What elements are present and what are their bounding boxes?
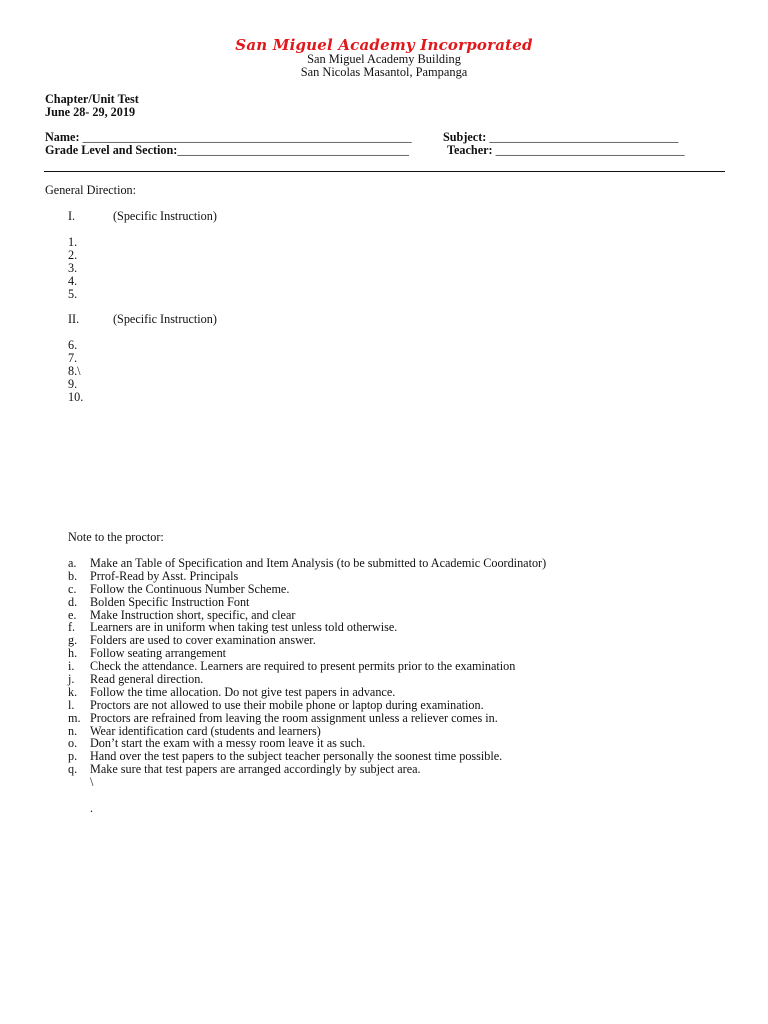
subject-field — [443, 131, 678, 144]
school-building: San Miguel Academy Building — [307, 52, 461, 66]
name-blank: ______________________________________________________ — [82, 130, 412, 144]
section-1-instruction: (Specific Instruction) — [113, 209, 217, 223]
grade-section-label: Grade Level and Section: — [45, 143, 178, 157]
list-item: 8.\ — [68, 363, 81, 378]
list-item: 1. — [68, 235, 78, 249]
subject-blank: _______________________________ — [489, 130, 679, 144]
trailing-backslash: \ — [90, 775, 94, 789]
list-item: 7. — [68, 350, 78, 365]
header-divider — [44, 171, 725, 172]
teacher-label: Teacher: — [447, 143, 493, 157]
school-address: San Nicolas Masantol, Pampanga — [300, 65, 468, 79]
test-title: Chapter/Unit Test — [45, 92, 139, 106]
list-item: 3. — [68, 260, 78, 275]
section-2-instruction: (Specific Instruction) — [113, 312, 217, 326]
test-date: June 28- 29, 2019 — [45, 105, 136, 119]
list-item: 10. — [68, 389, 84, 404]
grade-section-blank: ______________________________________ — [177, 143, 409, 157]
teacher-blank: _______________________________ — [495, 143, 685, 157]
teacher-field — [447, 144, 685, 157]
general-direction: General Direction: — [45, 183, 137, 197]
section-2-numeral: II. — [68, 312, 80, 326]
section-2-items — [68, 339, 83, 403]
subject-label: Subject: — [443, 130, 487, 144]
section-1-items — [68, 236, 77, 300]
list-item: 2. — [68, 247, 78, 262]
name-label: Name: — [45, 130, 80, 144]
list-item: 6. — [68, 338, 78, 352]
trailing-period: . — [90, 801, 94, 815]
grade-section-field — [45, 144, 409, 157]
list-item: 4. — [68, 273, 78, 288]
list-item: 9. — [68, 376, 78, 391]
proctor-note-heading: Note to the proctor: — [68, 530, 164, 544]
list-item: 5. — [68, 286, 78, 301]
school-name: San Miguel Academy Incorporated — [235, 36, 533, 54]
name-field — [45, 131, 412, 144]
section-1-numeral: I. — [68, 209, 76, 223]
